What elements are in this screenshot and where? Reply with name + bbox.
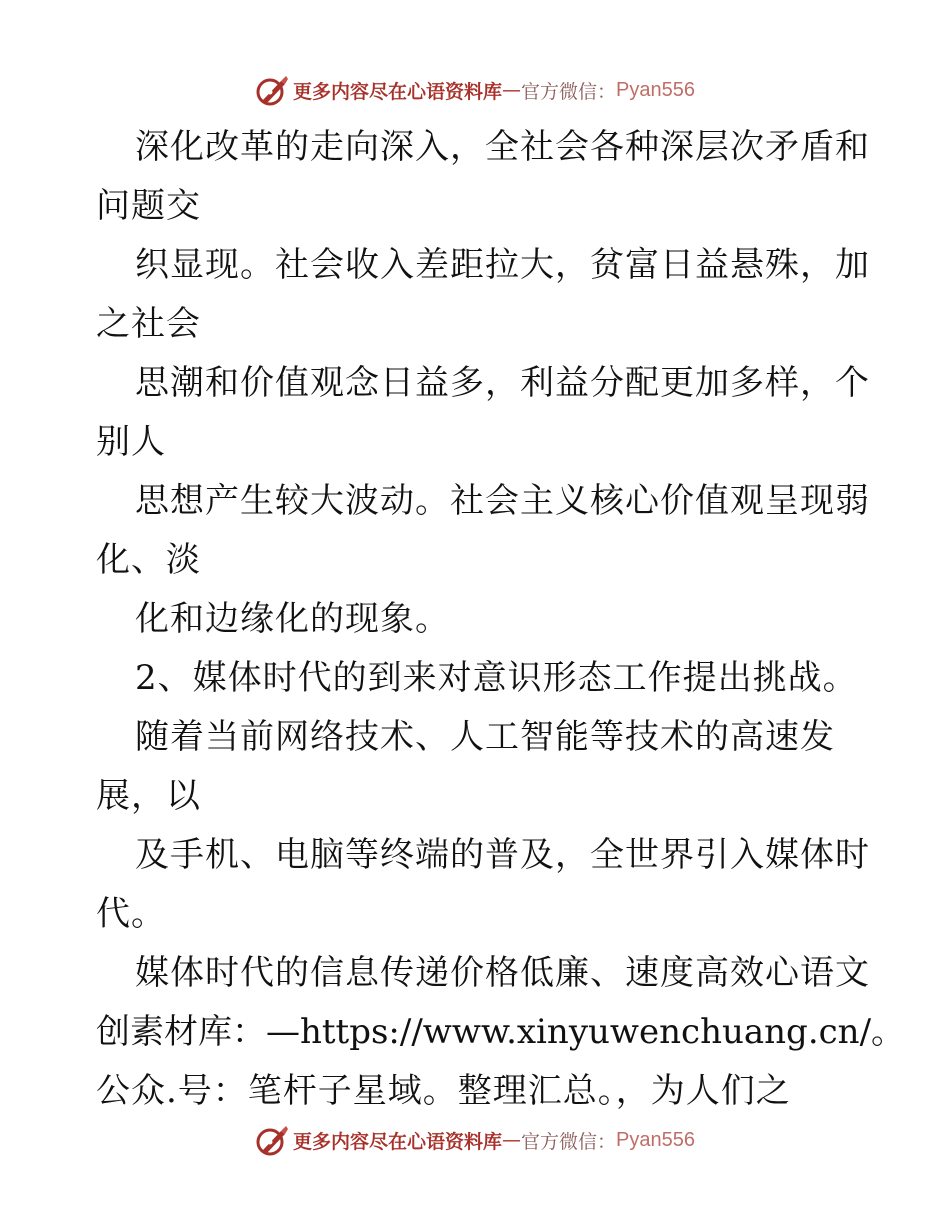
body-line: 织显现。社会收入差距拉大，贫富日益悬殊，加 [135, 245, 870, 285]
body-line: 化、淡 [96, 540, 201, 580]
body-line: 2、媒体时代的到来对意识形态工作提出挑战。 [135, 658, 858, 698]
header-brand-text: 更多内容尽在心语资料库 [293, 80, 503, 103]
header-watermark-banner [0, 70, 950, 110]
header-dash: — [502, 79, 522, 101]
footer-brand-text: 更多内容尽在心语资料库 [293, 1130, 503, 1153]
header-wechat-label: 官方微信： [521, 80, 617, 103]
body-line: 公众.号：笔杆子星域。整理汇总。，为人们之 [96, 1071, 791, 1111]
footer-dash: — [502, 1129, 522, 1151]
document-body [0, 118, 950, 1121]
body-line: 之社会 [96, 304, 201, 344]
body-line: 及手机、电脑等终端的普及，全世界引入媒体时 [135, 835, 870, 875]
body-line: 思想产生较大波动。社会主义核心价值观呈现弱 [135, 481, 870, 521]
body-line: 随着当前网络技术、人工智能等技术的高速发 [135, 717, 835, 757]
header-wechat-id: Pyan556 [616, 78, 695, 101]
pen-logo-icon [255, 1123, 289, 1157]
body-line: 深化改革的走向深入，全社会各种深层次矛盾和 [135, 127, 870, 167]
body-line: 别人 [96, 422, 166, 462]
footer-wechat-id: Pyan556 [616, 1128, 695, 1151]
body-line: 展，以 [96, 776, 201, 816]
body-line: 化和边缘化的现象。 [135, 599, 450, 639]
body-line: 媒体时代的信息传递价格低廉、速度高效心语文 [135, 953, 870, 993]
body-line: 思潮和价值观念日益多，利益分配更加多样，个 [135, 363, 870, 403]
body-line-url: 创素材库：—https://www.xinyuwenchuang.cn/。 [96, 1012, 906, 1052]
pen-logo-icon [255, 73, 289, 107]
body-line: 代。 [96, 894, 166, 934]
footer-watermark-banner [0, 1120, 950, 1160]
body-line: 问题交 [96, 186, 201, 226]
footer-wechat-label: 官方微信： [521, 1130, 617, 1153]
